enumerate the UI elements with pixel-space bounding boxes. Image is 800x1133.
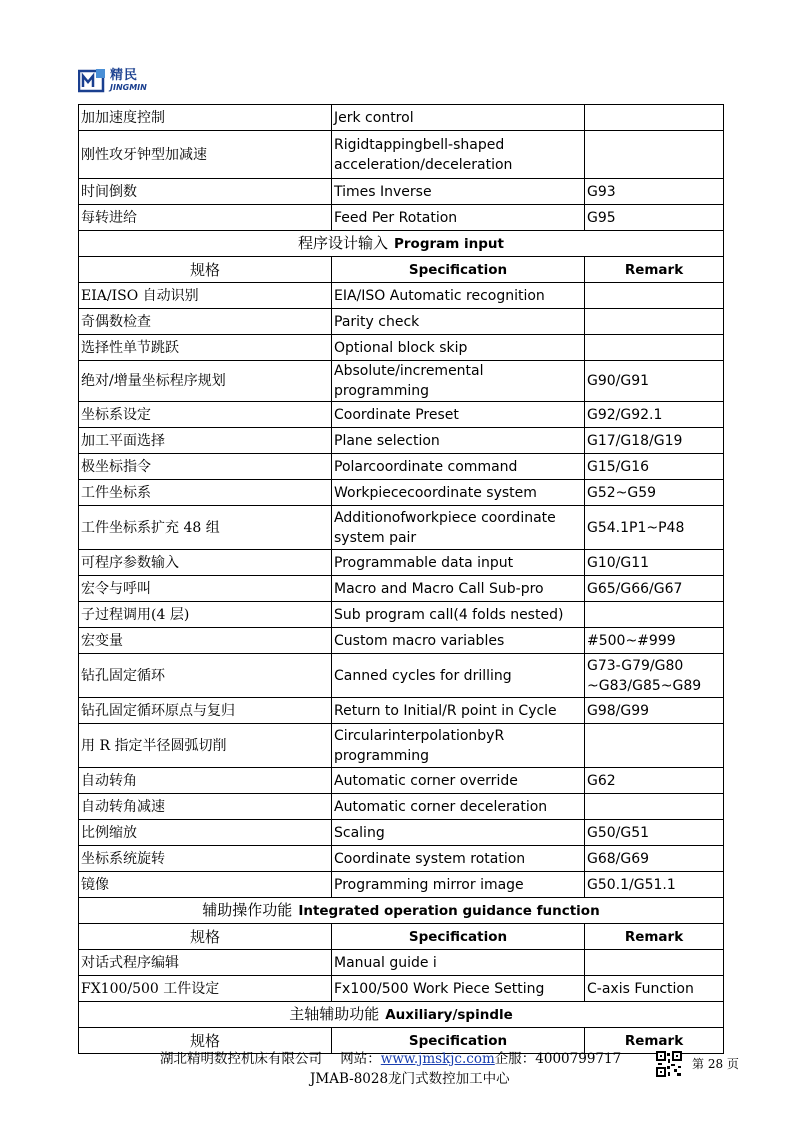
remark-cell xyxy=(585,950,724,976)
remark-cell: G10/G11 xyxy=(585,550,724,576)
en-spec-cell: CircularinterpolationbyR programming xyxy=(332,724,585,768)
section-title-cell xyxy=(79,1002,724,1028)
header-cell: Specification xyxy=(332,1028,585,1054)
en-spec-cell: Automatic corner deceleration xyxy=(332,794,585,820)
remark-cell: G92/G92.1 xyxy=(585,402,724,428)
footer-company: 湖北精明数控机床有限公司 xyxy=(160,1051,322,1067)
column-header-row xyxy=(79,257,724,283)
table-row xyxy=(79,628,724,654)
jingmin-logo-icon xyxy=(78,67,106,93)
remark-cell xyxy=(585,335,724,361)
remark-cell: G98/G99 xyxy=(585,698,724,724)
header-cell: 规格 xyxy=(79,257,332,283)
footer-contact xyxy=(160,1047,621,1067)
table-row xyxy=(79,105,724,131)
header-cell: Remark xyxy=(585,924,724,950)
remark-cell: G50/G51 xyxy=(585,820,724,846)
remark-cell xyxy=(585,794,724,820)
header-cell: Remark xyxy=(585,257,724,283)
footer-website-link[interactable]: www.jmskjc.com xyxy=(380,1051,495,1067)
table-row xyxy=(79,794,724,820)
page-number: 第 28 页 xyxy=(692,1057,739,1071)
en-spec-cell: Manual guide i xyxy=(332,950,585,976)
en-spec-cell: Plane selection xyxy=(332,428,585,454)
remark-cell: G17/G18/G19 xyxy=(585,428,724,454)
section-header-row xyxy=(79,898,724,924)
en-spec-cell: Sub program call(4 folds nested) xyxy=(332,602,585,628)
table-row xyxy=(79,820,724,846)
cn-spec-cell: 加工平面选择 xyxy=(79,428,332,454)
cn-spec-cell: 自动转角减速 xyxy=(79,794,332,820)
en-spec-cell: Additionofworkpiece coordinate system pair xyxy=(332,506,585,550)
remark-cell xyxy=(585,283,724,309)
table-row xyxy=(79,131,724,179)
company-logo xyxy=(78,65,147,95)
cn-spec-cell: 子过程调用(4 层) xyxy=(79,602,332,628)
table-row xyxy=(79,205,724,231)
section-title-cn: 程序设计输入 xyxy=(297,234,388,252)
en-spec-cell: Macro and Macro Call Sub-pro xyxy=(332,576,585,602)
en-spec-cell: Polarcoordinate command xyxy=(332,454,585,480)
remark-cell xyxy=(585,105,724,131)
footer-website-label: 网站： xyxy=(340,1051,381,1067)
en-spec-cell: Programmable data input xyxy=(332,550,585,576)
table-row xyxy=(79,402,724,428)
cn-spec-cell: 对话式程序编辑 xyxy=(79,950,332,976)
cn-spec-cell: 工件坐标系 xyxy=(79,480,332,506)
qr-code-icon xyxy=(656,1051,682,1077)
remark-cell: G95 xyxy=(585,205,724,231)
remark-cell xyxy=(585,309,724,335)
column-header-row xyxy=(79,924,724,950)
cn-spec-cell: 钻孔固定循环原点与复归 xyxy=(79,698,332,724)
cn-spec-cell: 可程序参数输入 xyxy=(79,550,332,576)
en-spec-cell: Jerk control xyxy=(332,105,585,131)
en-spec-cell: EIA/ISO Automatic recognition xyxy=(332,283,585,309)
section-header-row xyxy=(79,231,724,257)
table-row xyxy=(79,179,724,205)
table-row xyxy=(79,768,724,794)
remark-cell: G93 xyxy=(585,179,724,205)
remark-cell: G65/G66/G67 xyxy=(585,576,724,602)
cn-spec-cell: 坐标系统旋转 xyxy=(79,846,332,872)
section-title-en: Program input xyxy=(394,236,504,252)
en-spec-cell: Scaling xyxy=(332,820,585,846)
remark-cell: G52~G59 xyxy=(585,480,724,506)
section-title-en: Auxiliary/spindle xyxy=(385,1007,513,1023)
table-row xyxy=(79,506,724,550)
remark-cell xyxy=(585,131,724,179)
cn-spec-cell: 加加速度控制 xyxy=(79,105,332,131)
table-row xyxy=(79,480,724,506)
table-row xyxy=(79,698,724,724)
en-spec-cell: Return to Initial/R point in Cycle xyxy=(332,698,585,724)
spec-table xyxy=(78,104,724,1054)
cn-spec-cell: 时间倒数 xyxy=(79,179,332,205)
section-title-en: Integrated operation guidance function xyxy=(298,903,600,919)
table-row xyxy=(79,550,724,576)
en-spec-cell: Feed Per Rotation xyxy=(332,205,585,231)
footer-hotline: 企服：4000799717 xyxy=(494,1051,622,1067)
cn-spec-cell: 刚性攻牙钟型加减速 xyxy=(79,131,332,179)
cn-spec-cell: 每转进给 xyxy=(79,205,332,231)
cn-spec-cell: 坐标系设定 xyxy=(79,402,332,428)
en-spec-cell: Parity check xyxy=(332,309,585,335)
section-title-cell xyxy=(79,898,724,924)
header-cell: Specification xyxy=(332,257,585,283)
cn-spec-cell: 钻孔固定循环 xyxy=(79,654,332,698)
section-title-cn: 主轴辅助功能 xyxy=(289,1005,380,1023)
cn-spec-cell: 工件坐标系扩充 48 组 xyxy=(79,506,332,550)
remark-cell: G54.1P1~P48 xyxy=(585,506,724,550)
en-spec-cell: Rigidtappingbell-shaped acceleration/deceleration xyxy=(332,131,585,179)
cn-spec-cell: 选择性单节跳跃 xyxy=(79,335,332,361)
en-spec-cell: Times Inverse xyxy=(332,179,585,205)
en-spec-cell: Coordinate system rotation xyxy=(332,846,585,872)
remark-cell: G73-G79/G80 ~G83/G85~G89 xyxy=(585,654,724,698)
en-spec-cell: Canned cycles for drilling xyxy=(332,654,585,698)
section-title-cell xyxy=(79,231,724,257)
en-spec-cell: Programming mirror image xyxy=(332,872,585,898)
cn-spec-cell: FX100/500 工件设定 xyxy=(79,976,332,1002)
en-spec-cell: Fx100/500 Work Piece Setting xyxy=(332,976,585,1002)
table-row xyxy=(79,576,724,602)
header-cell: 规格 xyxy=(79,1028,332,1054)
cn-spec-cell: 自动转角 xyxy=(79,768,332,794)
cn-spec-cell: 奇偶数检查 xyxy=(79,309,332,335)
cn-spec-cell: 绝对/增量坐标程序规划 xyxy=(79,361,332,402)
table-row xyxy=(79,361,724,402)
header-cell: 规格 xyxy=(79,924,332,950)
logo-en-text: JINGMIN xyxy=(110,82,147,92)
header-cell: Remark xyxy=(585,1028,724,1054)
en-spec-cell: Coordinate Preset xyxy=(332,402,585,428)
table-row xyxy=(79,283,724,309)
cn-spec-cell: EIA/ISO 自动识别 xyxy=(79,283,332,309)
remark-cell: G68/G69 xyxy=(585,846,724,872)
remark-cell: G62 xyxy=(585,768,724,794)
remark-cell xyxy=(585,724,724,768)
en-spec-cell: Automatic corner override xyxy=(332,768,585,794)
en-spec-cell: Optional block skip xyxy=(332,335,585,361)
footer-doc-title: JMAB-8028龙门式数控加工中心 xyxy=(310,1071,510,1087)
remark-cell: G50.1/G51.1 xyxy=(585,872,724,898)
section-header-row xyxy=(79,1002,724,1028)
logo-cn-text: 精民 xyxy=(110,67,139,83)
cn-spec-cell: 宏令与呼叫 xyxy=(79,576,332,602)
table-row xyxy=(79,454,724,480)
table-row xyxy=(79,846,724,872)
remark-cell: C-axis Function xyxy=(585,976,724,1002)
table-row xyxy=(79,872,724,898)
table-row xyxy=(79,335,724,361)
remark-cell: G90/G91 xyxy=(585,361,724,402)
table-row xyxy=(79,950,724,976)
table-row xyxy=(79,309,724,335)
table-row xyxy=(79,976,724,1002)
cn-spec-cell: 镜像 xyxy=(79,872,332,898)
table-row xyxy=(79,602,724,628)
en-spec-cell: Custom macro variables xyxy=(332,628,585,654)
en-spec-cell: Absolute/incremental programming xyxy=(332,361,585,402)
table-row xyxy=(79,428,724,454)
cn-spec-cell: 极坐标指令 xyxy=(79,454,332,480)
remark-cell: #500~#999 xyxy=(585,628,724,654)
remark-cell: G15/G16 xyxy=(585,454,724,480)
cn-spec-cell: 比例缩放 xyxy=(79,820,332,846)
cn-spec-cell: 宏变量 xyxy=(79,628,332,654)
en-spec-cell: Workpiececoordinate system xyxy=(332,480,585,506)
section-title-cn: 辅助操作功能 xyxy=(202,901,293,919)
header-cell: Specification xyxy=(332,924,585,950)
remark-cell xyxy=(585,602,724,628)
table-row xyxy=(79,724,724,768)
cn-spec-cell: 用 R 指定半径圆弧切削 xyxy=(79,724,332,768)
table-row xyxy=(79,654,724,698)
